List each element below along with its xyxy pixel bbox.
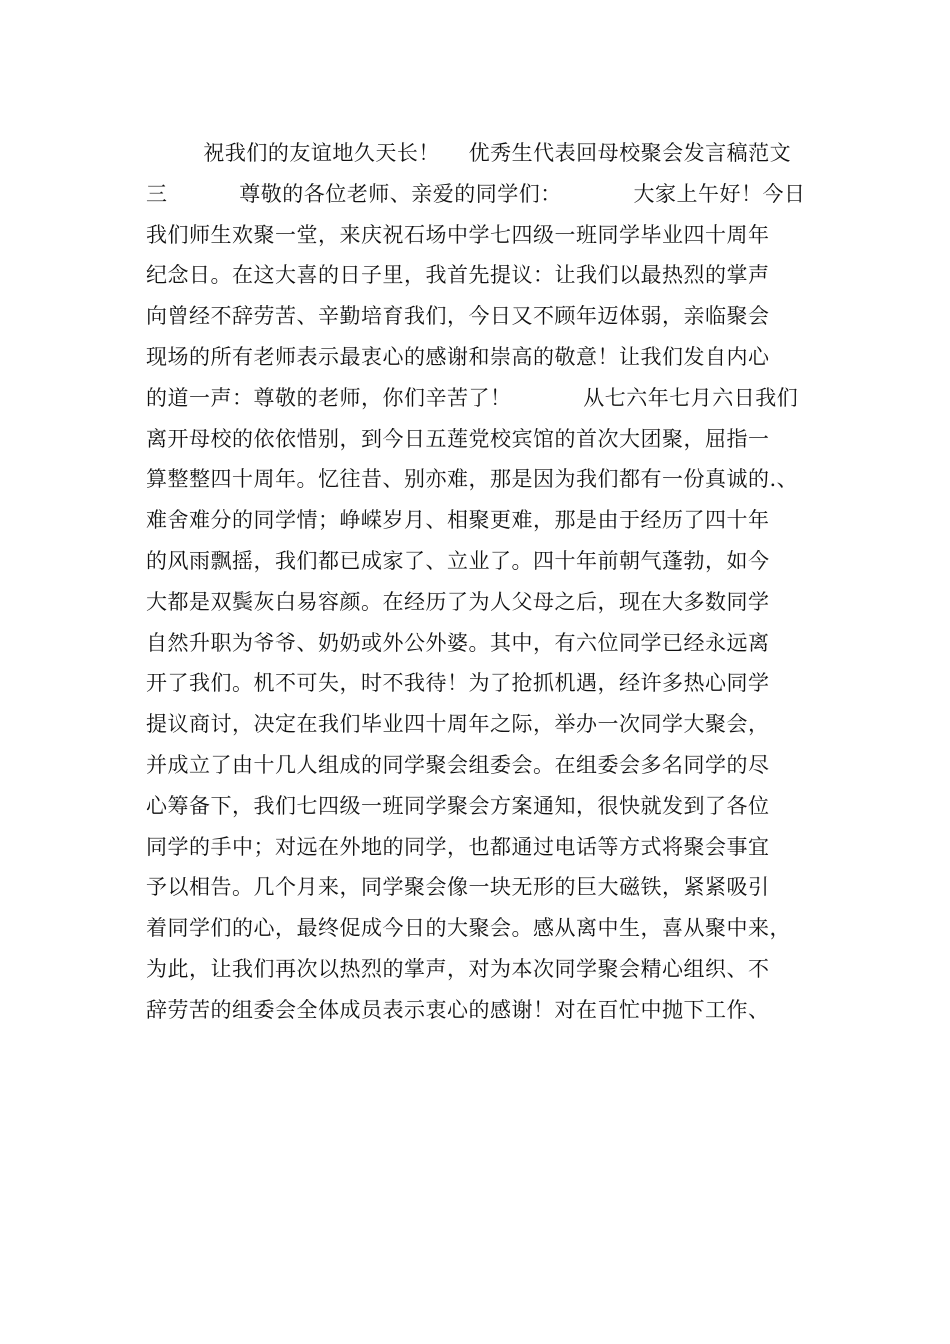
text-line-6: 现场的所有老师表示最衷心的感谢和崇高的敬意！让我们发自内心 bbox=[146, 344, 770, 369]
text-line-2: 三 尊敬的各位老师、亲爱的同学们： 大家上午好！今日 bbox=[146, 181, 806, 206]
text-line-21: 为此，让我们再次以热烈的掌声，对为本次同学聚会精心组织、不 bbox=[146, 956, 770, 981]
text-line-15: 提议商讨，决定在我们毕业四十周年之际，举办一次同学大聚会， bbox=[146, 712, 770, 737]
text-line-5: 向曾经不辞劳苦、辛勤培育我们，今日又不顾年迈体弱，亲临聚会 bbox=[146, 304, 770, 329]
text-line-18: 同学的手中；对远在外地的同学，也都通过电话等方式将聚会事宜 bbox=[146, 834, 770, 859]
text-line-11: 的风雨飘摇，我们都已成家了、立业了。四十年前朝气蓬勃，如今 bbox=[146, 548, 770, 573]
text-line-22: 辞劳苦的组委会全体成员表示衷心的感谢！对在百忙中抛下工作、 bbox=[146, 997, 770, 1022]
text-line-3: 我们师生欢聚一堂，来庆祝石场中学七四级一班同学毕业四十周年 bbox=[146, 222, 770, 247]
text-line-1: 祝我们的友谊地久天长！ 优秀生代表回母校聚会发言稿范文 bbox=[146, 141, 792, 165]
text-line-20: 着同学们的心，最终促成今日的大聚会。感从离中生，喜从聚中来， bbox=[146, 916, 791, 941]
text-line-9: 算整整四十周年。忆往昔、别亦难，那是因为我们都有一份真诚的.、 bbox=[146, 467, 799, 492]
text-line-13: 自然升职为爷爷、奶奶或外公外婆。其中，有六位同学已经永远离 bbox=[146, 630, 770, 655]
text-line-16: 并成立了由十几人组成的同学聚会组委会。在组委会多名同学的尽 bbox=[146, 752, 770, 777]
text-line-4: 纪念日。在这大喜的日子里，我首先提议：让我们以最热烈的掌声 bbox=[146, 263, 770, 288]
text-line-8: 离开母校的依依惜别，到今日五莲党校宾馆的首次大团聚，屈指一 bbox=[146, 426, 770, 451]
body-text bbox=[146, 133, 818, 1031]
text-line-12: 大都是双鬓灰白易容颜。在经历了为人父母之后，现在大多数同学 bbox=[146, 589, 770, 614]
text-line-19: 予以相告。几个月来，同学聚会像一块无形的巨大磁铁，紧紧吸引 bbox=[146, 875, 770, 900]
text-line-17: 心筹备下，我们七四级一班同学聚会方案通知，很快就发到了各位 bbox=[146, 793, 770, 818]
text-line-7: 的道一声：尊敬的老师，你们辛苦了！ 从七六年七月六日我们 bbox=[146, 385, 799, 410]
text-line-14: 开了我们。机不可失，时不我待！为了抢抓机遇，经许多热心同学 bbox=[146, 671, 770, 696]
text-line-10: 难舍难分的同学情；峥嵘岁月、相聚更难，那是由于经历了四十年 bbox=[146, 508, 770, 533]
